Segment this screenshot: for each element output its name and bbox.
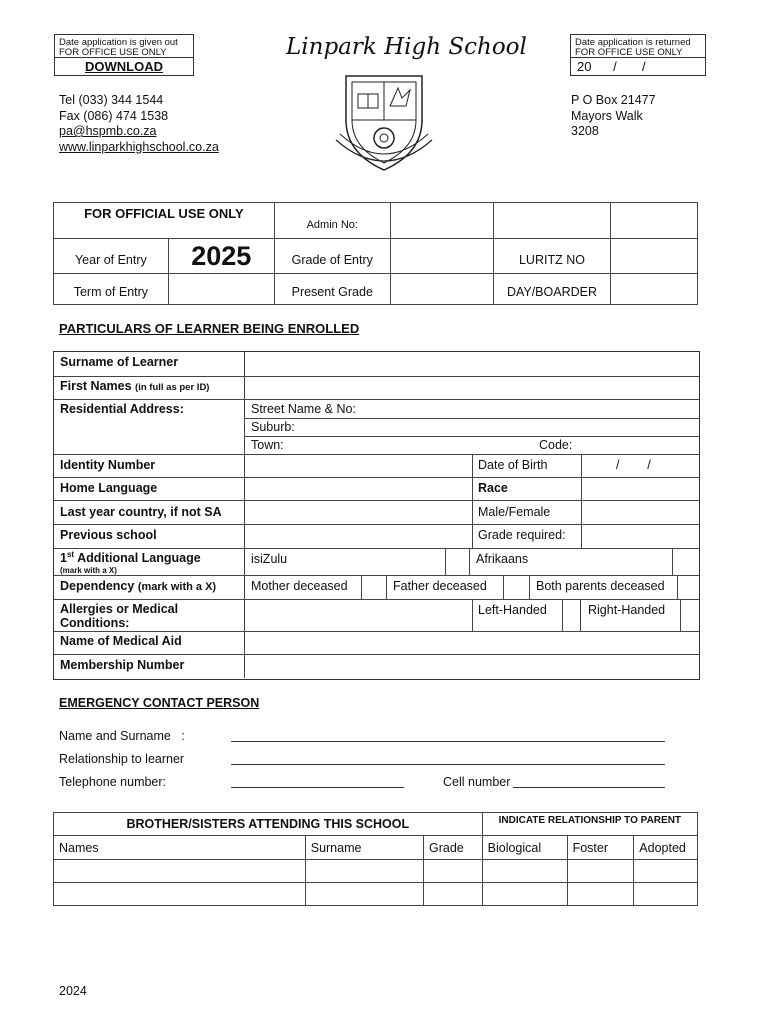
school-title: Linpark High School bbox=[286, 34, 527, 60]
mother-deceased-checkbox[interactable] bbox=[362, 576, 385, 598]
suburb-label: Suburb: bbox=[251, 420, 295, 434]
sibling-name-cell[interactable] bbox=[54, 883, 306, 906]
area-text: Mayors Walk bbox=[571, 109, 643, 123]
isizulu-checkbox[interactable] bbox=[446, 549, 468, 574]
dependency-label bbox=[60, 579, 216, 593]
tel-text: Tel (033) 344 1544 bbox=[59, 93, 164, 107]
grade-of-entry-field[interactable] bbox=[390, 239, 494, 274]
biological-header: Biological bbox=[482, 836, 567, 860]
year-value: 2025 bbox=[168, 239, 274, 274]
sibling-biological-cell[interactable] bbox=[482, 883, 567, 906]
dependency-text: Dependency bbox=[60, 579, 135, 593]
first-names-field[interactable] bbox=[246, 378, 696, 398]
table-row bbox=[54, 883, 698, 906]
left-handed-label: Left-Handed bbox=[478, 603, 547, 617]
names-header: Names bbox=[54, 836, 306, 860]
office-use-label: FOR OFFICE USE ONLY bbox=[59, 47, 167, 58]
first-names-text: First Names bbox=[60, 379, 132, 393]
date-returned-label: Date application is returned bbox=[575, 37, 691, 48]
date-returned-value: 20 / / bbox=[577, 59, 646, 74]
emergency-cell-line[interactable] bbox=[513, 787, 665, 788]
school-crest-icon bbox=[332, 70, 436, 174]
allergies-field[interactable] bbox=[246, 600, 470, 630]
residential-label: Residential Address: bbox=[60, 402, 184, 416]
emergency-relationship-label: Relationship to learner bbox=[59, 752, 185, 766]
siblings-table bbox=[53, 812, 698, 906]
download-link[interactable]: DOWNLOAD bbox=[85, 59, 163, 74]
sibling-surname-cell[interactable] bbox=[305, 883, 423, 906]
both-deceased-label: Both parents deceased bbox=[536, 579, 665, 593]
website-link[interactable]: www.linparkhighschool.co.za bbox=[59, 140, 219, 154]
surname-label: Surname of Learner bbox=[60, 355, 179, 369]
particulars-heading: PARTICULARS OF LEARNER BEING ENROLLED bbox=[59, 321, 360, 336]
sibling-grade-cell[interactable] bbox=[424, 860, 483, 883]
emergency-name-line[interactable] bbox=[231, 741, 665, 742]
surname-header: Surname bbox=[305, 836, 423, 860]
town-label: Town: bbox=[251, 438, 284, 452]
sibling-surname-cell[interactable] bbox=[305, 860, 423, 883]
email-link[interactable]: pa@hspmb.co.za bbox=[59, 124, 157, 138]
dob-field[interactable]: / / bbox=[616, 458, 651, 472]
sibling-grade-cell[interactable] bbox=[424, 883, 483, 906]
afrikaans-checkbox[interactable] bbox=[673, 549, 697, 574]
day-boarder-label: DAY/BOARDER bbox=[494, 274, 610, 305]
emergency-cell-label: Cell number bbox=[443, 775, 511, 789]
first-names-note: (in full as per ID) bbox=[135, 382, 210, 393]
present-grade-label: Present Grade bbox=[274, 274, 390, 305]
dependency-note: (mark with a X) bbox=[137, 581, 217, 593]
right-handed-label: Right-Handed bbox=[588, 603, 666, 617]
emergency-heading: EMERGENCY CONTACT PERSON bbox=[59, 696, 260, 710]
identity-field[interactable] bbox=[246, 456, 470, 476]
emergency-name-label: Name and Surname : bbox=[59, 729, 185, 743]
grade-header: Grade bbox=[424, 836, 483, 860]
last-year-label: Last year country, if not SA bbox=[60, 505, 222, 519]
identity-label: Identity Number bbox=[60, 458, 156, 472]
fax-text: Fax (086) 474 1538 bbox=[59, 109, 169, 123]
membership-label: Membership Number bbox=[60, 658, 185, 672]
afrikaans-label: Afrikaans bbox=[476, 552, 529, 566]
admin-no-field[interactable] bbox=[390, 203, 494, 239]
term-of-entry-label: Term of Entry bbox=[54, 274, 169, 305]
foster-header: Foster bbox=[567, 836, 634, 860]
race-label: Race bbox=[478, 481, 508, 495]
membership-field[interactable] bbox=[246, 655, 696, 677]
sibling-adopted-cell[interactable] bbox=[634, 883, 698, 906]
male-female-label: Male/Female bbox=[478, 505, 551, 519]
day-boarder-field[interactable] bbox=[610, 274, 697, 305]
father-deceased-checkbox[interactable] bbox=[504, 576, 528, 598]
date-given-box bbox=[54, 34, 194, 76]
official-use-heading: FOR OFFICIAL USE ONLY bbox=[54, 203, 275, 239]
office-use-label-2: FOR OFFICE USE ONLY bbox=[575, 47, 683, 58]
po-box-text: P O Box 21477 bbox=[571, 93, 656, 107]
first-additional-language-label: 1st Additional Language bbox=[60, 550, 201, 566]
table-row bbox=[54, 860, 698, 883]
present-grade-field[interactable] bbox=[390, 274, 494, 305]
emergency-relationship-line[interactable] bbox=[231, 764, 665, 765]
surname-field[interactable] bbox=[246, 353, 696, 375]
previous-school-label: Previous school bbox=[60, 528, 157, 542]
code-label: Code: bbox=[539, 438, 573, 452]
street-label: Street Name & No: bbox=[251, 402, 356, 416]
grade-required-label: Grade required: bbox=[478, 528, 566, 542]
mother-deceased-label: Mother deceased bbox=[251, 579, 348, 593]
mark-x-note: (mark with a X) bbox=[60, 566, 117, 575]
sibling-foster-cell[interactable] bbox=[567, 860, 634, 883]
admin-no-field-3[interactable] bbox=[610, 203, 697, 239]
home-language-label: Home Language bbox=[60, 481, 158, 495]
first-names-label bbox=[60, 379, 209, 393]
sibling-foster-cell[interactable] bbox=[567, 883, 634, 906]
date-given-label: Date application is given out bbox=[59, 37, 178, 48]
postal-code-text: 3208 bbox=[571, 124, 599, 138]
dob-label: Date of Birth bbox=[478, 458, 548, 472]
emergency-telephone-label: Telephone number: bbox=[59, 775, 167, 789]
left-handed-checkbox[interactable] bbox=[563, 600, 579, 630]
admin-no-field-2[interactable] bbox=[494, 203, 610, 239]
relationship-heading: INDICATE RELATIONSHIP TO PARENT bbox=[482, 813, 697, 836]
year-of-entry-label: Year of Entry bbox=[54, 239, 169, 274]
right-handed-checkbox[interactable] bbox=[681, 600, 698, 630]
term-of-entry-field[interactable] bbox=[168, 274, 274, 305]
medical-aid-field[interactable] bbox=[246, 632, 696, 653]
both-deceased-checkbox[interactable] bbox=[678, 576, 698, 598]
allergies-label: Allergies or Medical Conditions: bbox=[60, 602, 179, 630]
adopted-header: Adopted bbox=[634, 836, 698, 860]
emergency-telephone-line[interactable] bbox=[231, 787, 404, 788]
sibling-name-cell[interactable] bbox=[54, 860, 306, 883]
admin-no-label: Admin No: bbox=[274, 203, 390, 239]
luritz-label: LURITZ NO bbox=[494, 239, 610, 274]
father-deceased-label: Father deceased bbox=[393, 579, 487, 593]
official-use-table bbox=[53, 202, 698, 305]
siblings-heading: BROTHER/SISTERS ATTENDING THIS SCHOOL bbox=[54, 813, 483, 836]
isizulu-label: isiZulu bbox=[251, 552, 288, 566]
medical-aid-label: Name of Medical Aid bbox=[60, 634, 182, 648]
sibling-biological-cell[interactable] bbox=[482, 860, 567, 883]
luritz-field[interactable] bbox=[610, 239, 697, 274]
grade-of-entry-label: Grade of Entry bbox=[274, 239, 390, 274]
sibling-adopted-cell[interactable] bbox=[634, 860, 698, 883]
footer-year: 2024 bbox=[59, 984, 87, 998]
date-returned-box bbox=[570, 34, 706, 76]
